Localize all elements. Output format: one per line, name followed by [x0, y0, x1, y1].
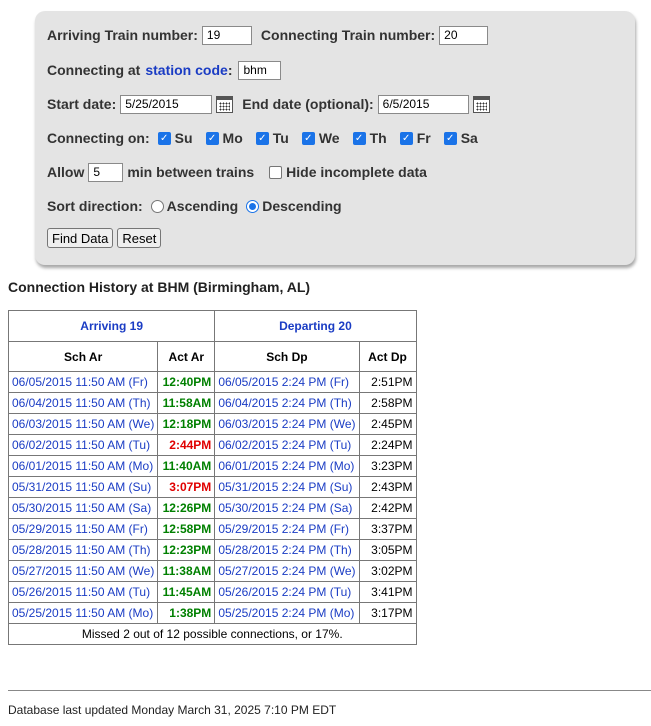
connecting-on-label: Connecting on: — [47, 130, 150, 146]
train-numbers-row — [47, 24, 488, 46]
status-time: 1:38PM — [169, 606, 212, 620]
end-date-label: End date (optional): — [242, 96, 374, 112]
sch-departure-link[interactable]: 06/05/2015 2:24 PM (Fr) — [215, 372, 359, 393]
departing-header[interactable]: Departing 20 — [215, 311, 416, 342]
sch-arrival-link[interactable]: 05/25/2015 11:50 AM (Mo) — [9, 603, 158, 624]
sch-arrival-link[interactable]: 05/26/2015 11:50 AM (Tu) — [9, 582, 158, 603]
status-time: 11:58AM — [162, 396, 212, 410]
sch-arrival-link[interactable]: 05/29/2015 11:50 AM (Fr) — [9, 519, 158, 540]
database-updated: Database last updated Monday March 31, 2025 7:10 PM EDT — [8, 703, 337, 717]
status-time: 12:26PM — [162, 501, 212, 515]
table-row — [9, 561, 417, 582]
day-checkbox-fr[interactable]: ✓ Fr — [400, 130, 431, 146]
status-time: 11:45AM — [162, 585, 212, 599]
history-body — [9, 372, 417, 624]
col-sch-dp: Sch Dp — [215, 342, 359, 372]
col-act-dp: Act Dp — [359, 342, 416, 372]
status-time: 12:18PM — [162, 417, 212, 431]
arriving-train-input[interactable] — [202, 26, 252, 45]
sch-departure-link[interactable]: 05/28/2015 2:24 PM (Th) — [215, 540, 359, 561]
checkbox-checked-icon[interactable]: ✓ — [353, 132, 366, 145]
act-departure-value: 2:43PM — [359, 477, 416, 498]
day-checkbox-th[interactable]: ✓ Th — [353, 130, 387, 146]
act-arrival-value — [158, 477, 215, 498]
start-date-input[interactable] — [120, 95, 212, 114]
act-arrival-value — [158, 582, 215, 603]
col-sch-ar: Sch Ar — [9, 342, 158, 372]
sch-departure-link[interactable]: 05/25/2015 2:24 PM (Mo) — [215, 603, 359, 624]
act-arrival-value — [158, 603, 215, 624]
act-departure-value: 3:37PM — [359, 519, 416, 540]
find-data-button[interactable]: Find Data — [47, 228, 113, 248]
allow-row — [47, 161, 427, 183]
sch-departure-link[interactable]: 06/04/2015 2:24 PM (Th) — [215, 393, 359, 414]
status-time: 3:07PM — [169, 480, 212, 494]
act-arrival-value — [158, 456, 215, 477]
day-checkbox-mo[interactable]: ✓ Mo — [206, 130, 243, 146]
station-colon: : — [227, 62, 233, 78]
sch-arrival-link[interactable]: 06/03/2015 11:50 AM (We) — [9, 414, 158, 435]
table-row — [9, 498, 417, 519]
act-departure-value: 2:51PM — [359, 372, 416, 393]
checkbox-checked-icon[interactable]: ✓ — [400, 132, 413, 145]
station-code-link[interactable]: station code — [145, 62, 228, 78]
status-time: 11:38AM — [162, 564, 212, 578]
sch-arrival-link[interactable]: 06/04/2015 11:50 AM (Th) — [9, 393, 158, 414]
sch-departure-link[interactable]: 06/03/2015 2:24 PM (We) — [215, 414, 359, 435]
dates-row — [47, 93, 490, 115]
buttons-row — [47, 227, 165, 249]
act-departure-value: 3:17PM — [359, 603, 416, 624]
table-row — [9, 540, 417, 561]
act-departure-value: 3:41PM — [359, 582, 416, 603]
act-arrival-value — [158, 540, 215, 561]
sch-arrival-link[interactable]: 05/28/2015 11:50 AM (Th) — [9, 540, 158, 561]
sch-departure-link[interactable]: 05/29/2015 2:24 PM (Fr) — [215, 519, 359, 540]
act-arrival-value — [158, 519, 215, 540]
act-departure-value: 2:45PM — [359, 414, 416, 435]
footer-divider — [8, 690, 651, 691]
connection-history-table — [8, 310, 417, 645]
table-row — [9, 435, 417, 456]
start-calendar-icon[interactable] — [216, 96, 233, 113]
checkbox-checked-icon[interactable]: ✓ — [158, 132, 171, 145]
hide-incomplete-checkbox[interactable]: Hide incomplete data — [269, 164, 427, 180]
connecting-at-label: Connecting at — [47, 62, 141, 78]
table-row — [9, 519, 417, 540]
sch-arrival-link[interactable]: 05/27/2015 11:50 AM (We) — [9, 561, 158, 582]
day-checkbox-su[interactable]: ✓ Su — [158, 130, 193, 146]
act-departure-value: 3:05PM — [359, 540, 416, 561]
checkbox-checked-icon[interactable]: ✓ — [444, 132, 457, 145]
act-arrival-value — [158, 498, 215, 519]
reset-button[interactable]: Reset — [117, 228, 161, 248]
arriving-train-label: Arriving Train number: — [47, 27, 198, 43]
act-arrival-value — [158, 393, 215, 414]
sch-departure-link[interactable]: 05/27/2015 2:24 PM (We) — [215, 561, 359, 582]
table-row — [9, 582, 417, 603]
end-calendar-icon[interactable] — [473, 96, 490, 113]
status-time: 12:40PM — [162, 375, 212, 389]
act-arrival-value — [158, 561, 215, 582]
days-row — [47, 127, 491, 149]
col-act-ar: Act Ar — [158, 342, 215, 372]
table-row — [9, 603, 417, 624]
day-checkbox-tu[interactable]: ✓ Tu — [256, 130, 289, 146]
start-date-label: Start date: — [47, 96, 117, 112]
status-time: 11:40AM — [162, 459, 212, 473]
ascending-radio[interactable] — [151, 200, 164, 213]
sch-departure-link[interactable]: 05/30/2015 2:24 PM (Sa) — [215, 498, 359, 519]
day-checkbox-we[interactable]: ✓ We — [302, 130, 340, 146]
sch-departure-link[interactable]: 06/02/2015 2:24 PM (Tu) — [215, 435, 359, 456]
sch-arrival-link[interactable]: 05/30/2015 11:50 AM (Sa) — [9, 498, 158, 519]
sch-arrival-link[interactable]: 06/02/2015 11:50 AM (Tu) — [9, 435, 158, 456]
act-departure-value: 2:42PM — [359, 498, 416, 519]
act-departure-value: 3:02PM — [359, 561, 416, 582]
sort-row — [47, 195, 342, 217]
act-arrival-value — [158, 435, 215, 456]
table-row — [9, 393, 417, 414]
station-code-input[interactable] — [238, 61, 281, 80]
checkbox-checked-icon[interactable]: ✓ — [302, 132, 315, 145]
connecting-train-label: Connecting Train number: — [260, 27, 436, 43]
status-time: 2:44PM — [169, 438, 212, 452]
day-checkbox-sa[interactable]: ✓ Sa — [444, 130, 478, 146]
sch-arrival-link[interactable]: 05/31/2015 11:50 AM (Su) — [9, 477, 158, 498]
sch-departure-link[interactable]: 05/26/2015 2:24 PM (Tu) — [215, 582, 359, 603]
end-date-input[interactable] — [378, 95, 469, 114]
table-row — [9, 456, 417, 477]
sch-arrival-link[interactable]: 06/05/2015 11:50 AM (Fr) — [9, 372, 158, 393]
status-time: 12:23PM — [162, 543, 212, 557]
act-departure-value: 2:58PM — [359, 393, 416, 414]
sch-arrival-link[interactable]: 06/01/2015 11:50 AM (Mo) — [9, 456, 158, 477]
search-form-panel — [35, 11, 635, 265]
connecting-train-input[interactable] — [439, 26, 488, 45]
table-row — [9, 372, 417, 393]
checkbox-unchecked-icon[interactable] — [269, 166, 282, 179]
table-row — [9, 414, 417, 435]
checkbox-checked-icon[interactable]: ✓ — [206, 132, 219, 145]
act-arrival-value — [158, 372, 215, 393]
status-time: 12:58PM — [162, 522, 212, 536]
allow-label: Allow — [47, 164, 85, 180]
arriving-header[interactable]: Arriving 19 — [9, 311, 215, 342]
act-departure-value: 2:24PM — [359, 435, 416, 456]
act-arrival-value — [158, 414, 215, 435]
descending-radio[interactable] — [246, 200, 259, 213]
history-title: Connection History at BHM (Birmingham, AL) — [8, 279, 311, 295]
descending-label: Descending — [262, 198, 342, 214]
table-row — [9, 477, 417, 498]
checkbox-checked-icon[interactable]: ✓ — [256, 132, 269, 145]
sch-departure-link[interactable]: 06/01/2015 2:24 PM (Mo) — [215, 456, 359, 477]
act-departure-value: 3:23PM — [359, 456, 416, 477]
min-between-input[interactable] — [88, 163, 123, 182]
min-between-label: min between trains — [127, 164, 255, 180]
missed-summary: Missed 2 out of 12 possible connections, or 17%. — [9, 624, 417, 645]
station-row — [47, 59, 281, 81]
sort-direction-label: Sort direction: — [47, 198, 143, 214]
ascending-label: Ascending — [166, 198, 239, 214]
sch-departure-link[interactable]: 05/31/2015 2:24 PM (Su) — [215, 477, 359, 498]
